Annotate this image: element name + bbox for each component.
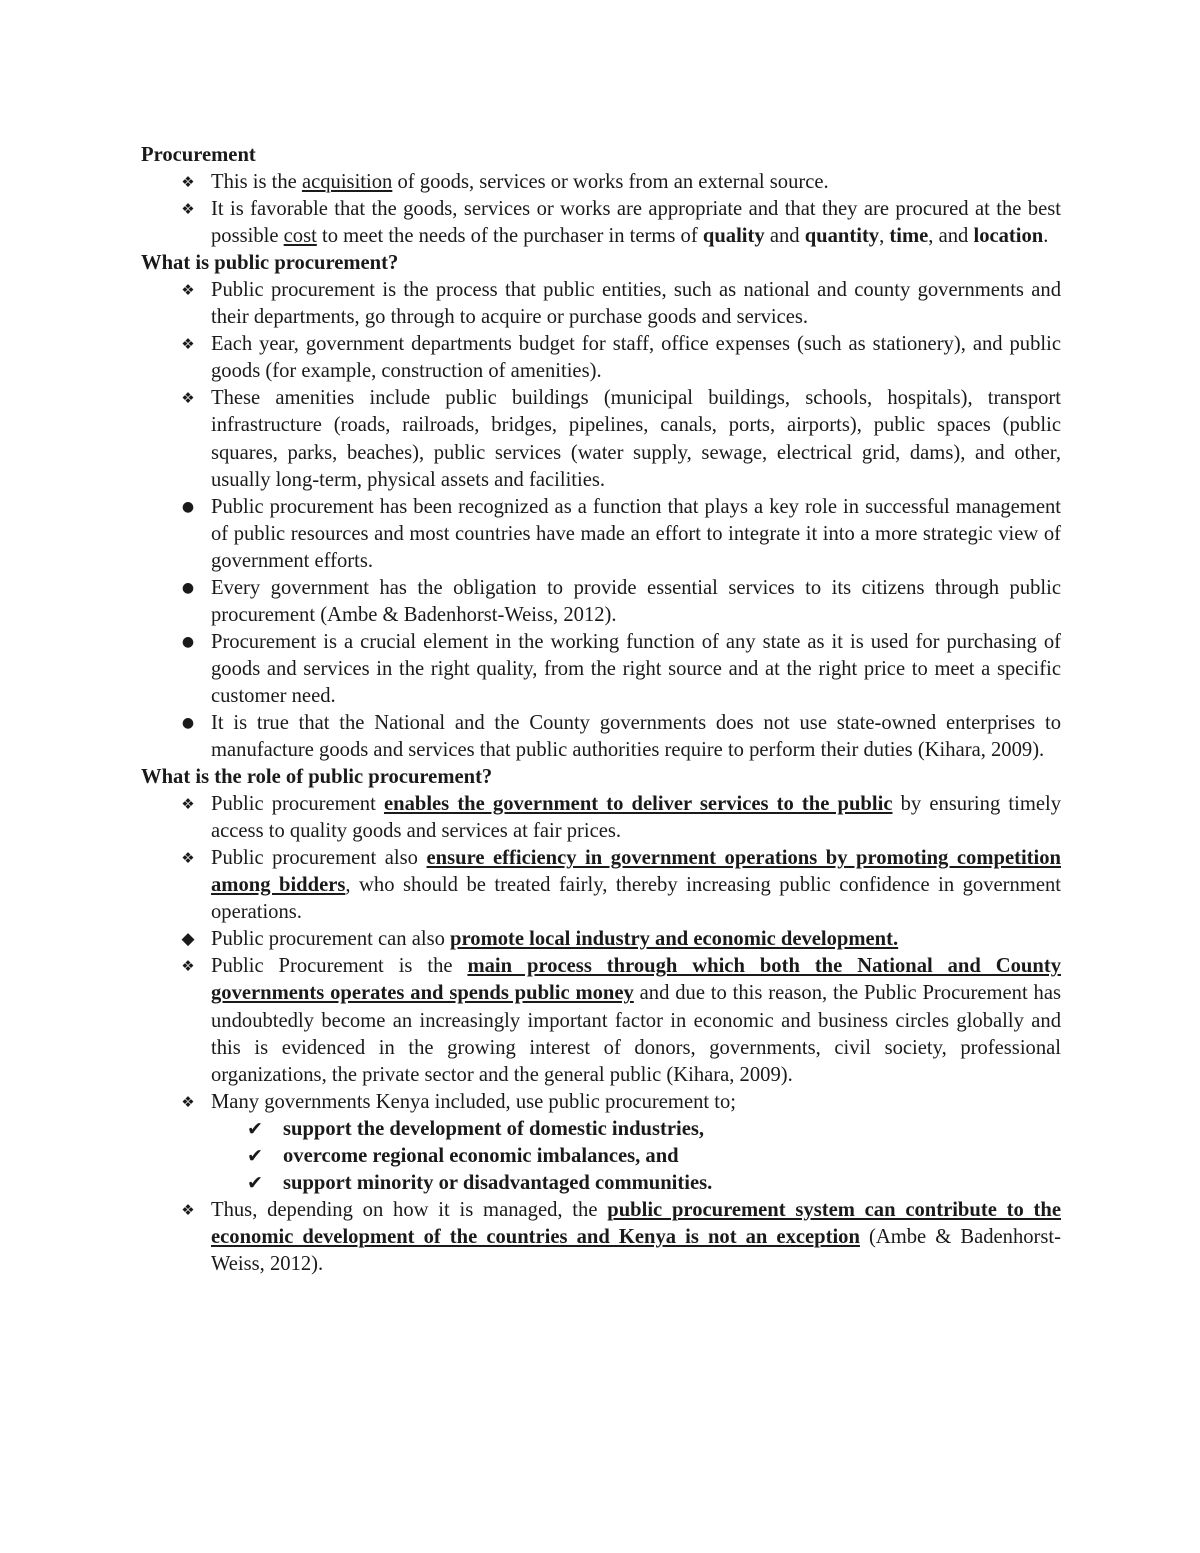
checklist [211,1116,1061,1197]
diamond-bullet-icon: ❖ [181,281,195,300]
list-item: ❖ Public procurement also ensure efficiency in government operations by promoting competition among bidders, who should be treated fairly, thereby increasing public confidence in government operations. [211,845,1061,926]
list-item: ❖ It is favorable that the goods, services or works are appropriate and that they are procured at the best possible cost to meet the needs of the purchaser in terms of quality and quantity, time, and location. [211,196,1061,250]
dot-bullet-icon: ● [181,714,195,731]
diamond-bullet-icon: ❖ [181,1092,195,1111]
diamond-bullet-icon: ❖ [181,389,195,408]
document-page [141,142,1061,1278]
diamond-bullet-icon: ❖ [181,173,195,192]
role-list [141,791,1061,1278]
list-item: ❖ Public procurement is the process that public entities, such as national and county governments and their departments, go through to acquire or purchase goods and services. [211,277,1061,331]
list-item: ❖ Many governments Kenya included, use public procurement to; ✔ support the development of domestic industries, ✔ overcome regional economic imbalances, and ✔ support minority or disadvantaged communities. [211,1089,1061,1197]
heading-procurement: Procurement [141,144,256,166]
diamond-bullet-icon: ❖ [181,795,195,814]
checklist-item: ✔ support minority or disadvantaged communities. [283,1170,1061,1197]
list-item: ● It is true that the National and the County governments does not use state-owned enterprises to manufacture goods and services that public authorities require to perform their duties (Kihara, 2009). [211,710,1061,764]
checkmark-icon: ✔ [247,1171,263,1194]
diamond-bullet-icon: ❖ [181,849,195,868]
dot-bullet-icon: ● [181,633,195,650]
heading-what-is-public-procurement: What is public procurement? [141,252,399,275]
diamond-bullet-icon: ❖ [181,1200,195,1219]
checklist-item: ✔ overcome regional economic imbalances, and [283,1143,1061,1170]
dot-bullet-icon: ● [181,498,195,515]
list-item: ❖ Public Procurement is the main process through which both the National and County governments operates and spends public money and due to this reason, the Public Procurement has undoubtedly become an increasingly important factor in economic and business circles globally and this is evidenced in the growing interest of donors, governments, civil society, professional organizations, the private sector and the general public (Kihara, 2009). [211,953,1061,1088]
list-item: ❖ Public procurement enables the government to deliver services to the public by ensuring timely access to quality goods and services at fair prices. [211,791,1061,845]
list-item: ◆ Public procurement can also promote local industry and economic development. [211,926,1061,953]
checkmark-icon: ✔ [247,1117,263,1140]
diamond-bullet-icon: ❖ [181,957,195,976]
list-item: ❖ These amenities include public buildings (municipal buildings, schools, hospitals), transport infrastructure (roads, railroads, bridges, pipelines, canals, ports, airports), public spaces (public squares, parks, beaches), public services (water supply, sewage, electrical grid, dams), and other, usually long-term, physical assets and facilities. [211,385,1061,493]
list-item: ● Procurement is a crucial element in the working function of any state as it is used for purchasing of goods and services in the right quality, from the right source and at the right price to meet a specific customer need. [211,629,1061,710]
list-item: ❖ Thus, depending on how it is managed, the public procurement system can contribute to the economic development of the countries and Kenya is not an exception (Ambe & Badenhorst-Weiss, 2012). [211,1197,1061,1278]
procurement-list [141,169,1061,250]
list-item: ● Every government has the obligation to provide essential services to its citizens through public procurement (Ambe & Badenhorst-Weiss, 2012). [211,575,1061,629]
diamond-bullet-icon: ❖ [181,200,195,219]
public-procurement-list [141,277,1061,764]
list-item: ❖ Each year, government departments budget for staff, office expenses (such as stationery), and public goods (for example, construction of amenities). [211,331,1061,385]
diamond-bullet-icon: ❖ [181,335,195,354]
list-item: ❖ This is the acquisition of goods, services or works from an external source. [211,169,1061,196]
checklist-item: ✔ support the development of domestic industries, [283,1116,1061,1143]
list-item: ● Public procurement has been recognized as a function that plays a key role in successful management of public resources and most countries have made an effort to integrate it into a more strategic view of government efforts. [211,494,1061,575]
dot-bullet-icon: ● [181,579,195,596]
checkmark-icon: ✔ [247,1144,263,1167]
heading-role-of-public-procurement: What is the role of public procurement? [141,766,493,789]
filled-diamond-bullet-icon: ◆ [181,929,195,950]
